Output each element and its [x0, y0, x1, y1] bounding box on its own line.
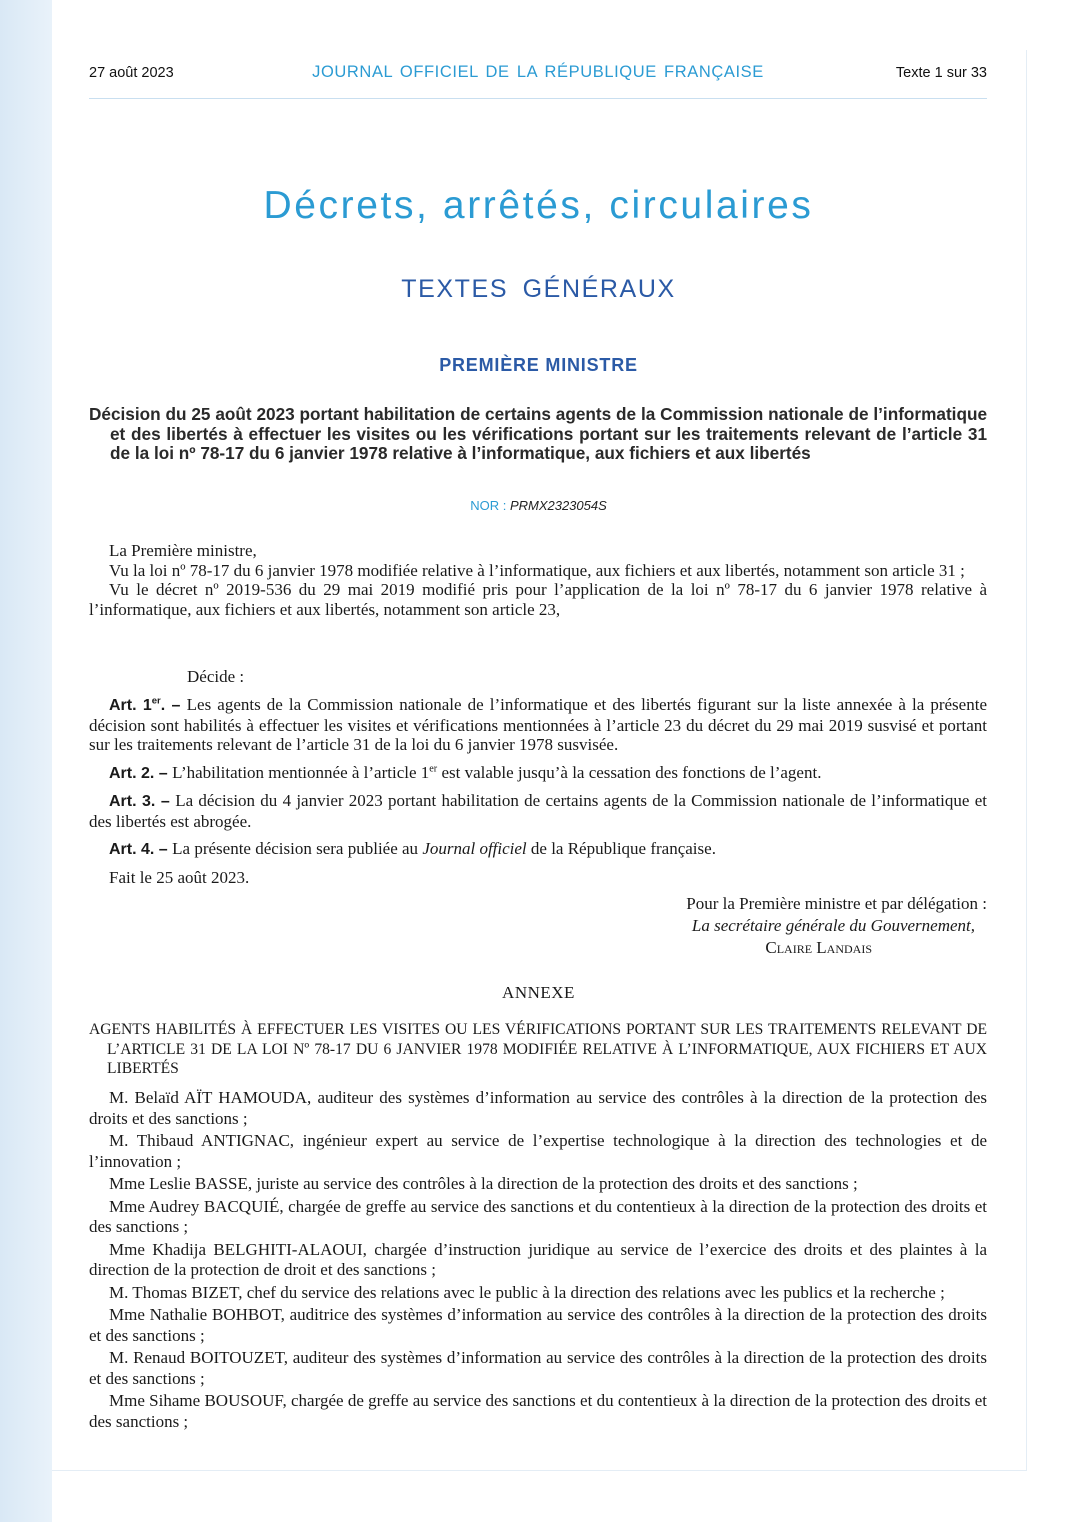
nor-label: NOR : [470, 498, 510, 513]
list-item: Mme Audrey BACQUIÉ, chargée de greffe au service des sanctions et du contentieux à la direction de la protection des droits et des sanctions ; [89, 1196, 987, 1236]
agent-list [89, 1088, 987, 1434]
preamble [89, 541, 987, 619]
list-item: M. Thomas BIZET, chef du service des relations avec le public à la direction des relations avec les publics et la recherche ; [109, 1282, 945, 1302]
preamble-vu-loi: Vu la loi nº 78-17 du 6 janvier 1978 modifiée relative à l’informatique, aux fichiers et aux libertés, notamment son article 31 ; [109, 560, 965, 580]
article-4-label: Art. 4. – [109, 841, 173, 858]
preamble-vu-decret: Vu le décret nº 2019-536 du 29 mai 2019 modifié pris pour l’application de la loi nº 78-17 du 6 janvier 1978 relative à l’informatique, aux fichiers et aux libertés, notamment son article 23, [89, 580, 987, 619]
signature-block [567, 893, 987, 959]
nor-value: PRMX2323054S [509, 498, 607, 513]
articles [89, 695, 987, 887]
article-3 [89, 791, 987, 831]
signature-name: Claire Landais [765, 938, 872, 957]
decision-title: Décision du 25 août 2023 portant habilitation de certains agents de la Commission nationale de l’informatique et des libertés à effectuer les visites ou les vérifications portant sur les traitements relevant de l’article 31 de la loi nº 78-17 du 6 janvier 1978 relative à l’informatique, aux fichiers et aux libertés [89, 404, 987, 463]
left-margin-strip [0, 0, 52, 1522]
list-item: Mme Leslie BASSE, juriste au service des contrôles à la direction de la protection des droits et des sanctions ; [109, 1174, 858, 1193]
annex-title: ANNEXE [502, 983, 575, 1002]
header-divider [89, 98, 987, 99]
signature-delegation: Pour la Première ministre et par délégation : [686, 894, 987, 913]
list-item: Mme Khadija BELGHITI-ALAOUI, chargée d’instruction juridique au service de l’exercice des droits et des plaintes à la direction de la protection de droit et des sanctions ; [89, 1239, 987, 1279]
list-item: Mme Nathalie BOHBOT, auditrice des systèmes d’information au service des contrôles à la direction de la protection des droits et des sanctions ; [89, 1305, 987, 1345]
decide-label: Décide : [187, 667, 245, 686]
article-1 [89, 695, 987, 755]
page-header [89, 63, 987, 87]
ministry-name: PREMIÈRE MINISTRE [439, 355, 638, 375]
list-item: M. Thibaud ANTIGNAC, ingénieur expert au service de l’expertise technologique à la direction des technologies et de l’innovation ; [89, 1131, 987, 1171]
article-1-label: Art. 1er. – [109, 695, 187, 714]
list-item: M. Renaud BOITOUZET, auditeur des systèmes d’information au service des contrôles à la direction de la protection des droits et des sanctions ; [89, 1348, 987, 1388]
article-2-label: Art. 2. – [109, 764, 173, 782]
article-3-text: La décision du 4 janvier 2023 portant habilitation de certains agents de la Commission nationale de l’informatique et des libertés est abrogée. [89, 791, 987, 831]
article-2: Art. 2. – L’habilitation mentionnée à l’article 1er est valable jusqu’à la cessation des fonctions de l’agent. [109, 762, 822, 782]
article-4: Art. 4. – La présente décision sera publiée au Journal officiel de la République française. [109, 839, 716, 858]
section-title: Décrets, arrêtés, circulaires [263, 184, 814, 227]
list-item: Mme Sihame BOUSOUF, chargée de greffe au service des sanctions et du contentieux à la direction de la protection des droits et des sanctions ; [89, 1391, 987, 1431]
header-text-counter: Texte 1 sur 33 [895, 65, 987, 81]
preamble-intro: La Première ministre, [109, 541, 257, 560]
article-1-text: Les agents de la Commission nationale de l’informatique et des libertés figurant sur la liste annexée à la présente décision sont habilités à effectuer les visites et vérifications mentionnées à l’article 23 du décret du 29 mai 2019 susvisé et portant sur les traitements relevant de l’article 31 de la loi du 6 janvier 1978 susvisée. [89, 695, 987, 754]
list-item: M. Belaïd AÏT HAMOUDA, auditeur des systèmes d’information au service des contrôles à la direction de la protection des droits et des sanctions ; [89, 1088, 987, 1128]
nor-reference [0, 498, 1077, 513]
signature-role: La secrétaire générale du Gouvernement, [691, 916, 975, 935]
fait-le: Fait le 25 août 2023. [109, 867, 250, 887]
journal-officiel-italic: Journal officiel [422, 839, 527, 858]
header-journal-title: JOURNAL OFFICIEL DE LA RÉPUBLIQUE FRANÇAISE [312, 63, 764, 81]
annex-heading: AGENTS HABILITÉS À EFFECTUER LES VISITES OU LES VÉRIFICATIONS PORTANT SUR LES TRAITEMENTS RELEVANT DE L’ARTICLE 31 DE LA LOI Nº 78-17 DU 6 JANVIER 1978 MODIFIÉE RELATIVE À L’INFORMATIQUE, AUX FICHIERS ET AUX LIBERTÉS [89, 1021, 987, 1077]
article-3-label: Art. 3. – [109, 793, 176, 810]
header-date: 27 août 2023 [89, 65, 174, 81]
subsection-title: TEXTES GÉNÉRAUX [401, 275, 676, 303]
